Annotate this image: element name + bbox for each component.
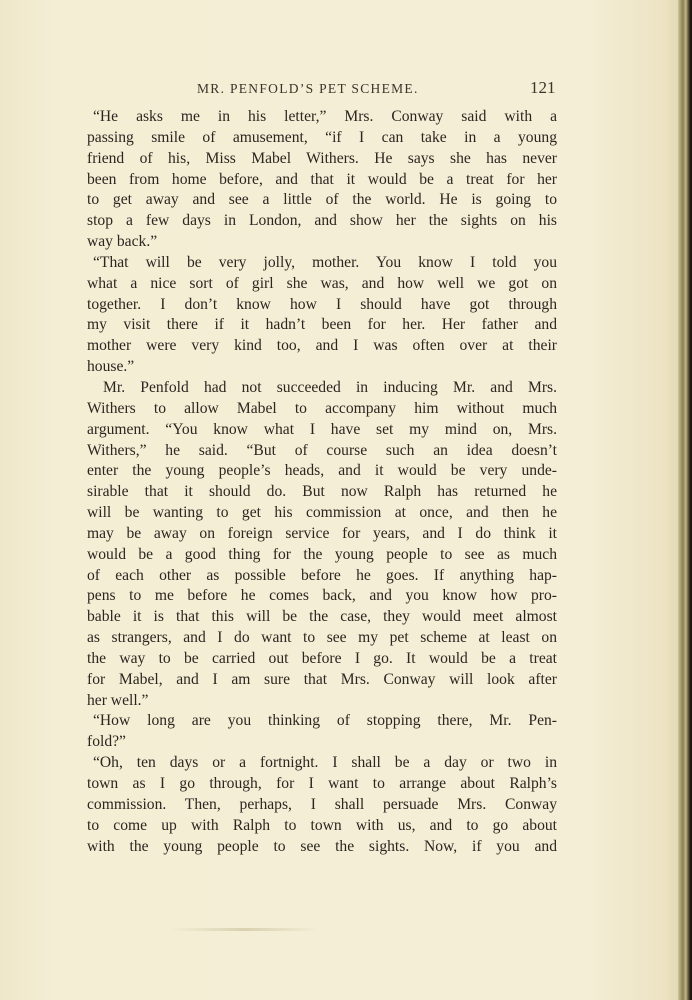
text-line: what a nice sort of girl she was, and how well we got on: [87, 274, 557, 292]
text-line: for Mabel, and I am sure that Mrs. Conway will look after: [87, 670, 557, 688]
text-line: as strangers, and I do want to see my pet scheme at least on: [87, 629, 557, 647]
page-edge: [678, 0, 692, 1000]
text-line: my visit there if it hadn’t been for her. Her father and: [87, 316, 557, 334]
text-line: will be wanting to get his commission at once, and then he: [87, 504, 557, 522]
page-number: 121: [530, 78, 556, 97]
text-line: together. I don’t know how I should have got through: [87, 295, 557, 313]
text-line: with the young people to see the sights. Now, if you and: [87, 837, 557, 855]
text-line: argument. “You know what I have set my mind on, Mrs.: [87, 420, 557, 438]
text-line: commission. Then, perhaps, I shall persuade Mrs. Conway: [87, 795, 557, 813]
text-line: passing smile of amusement, “if I can take in a young: [87, 128, 557, 146]
text-line: may be away on foreign service for years, and I do think it: [87, 524, 557, 542]
paper-smudge: [170, 928, 320, 931]
text-line: Withers to allow Mabel to accompany him without much: [87, 399, 557, 417]
text-line: her well.”: [87, 691, 149, 709]
text-line: friend of his, Miss Mabel Withers. He says she has never: [87, 149, 557, 167]
page-header: [0, 79, 692, 99]
text-line: of each other as possible before he goes. If anything hap-: [87, 566, 557, 584]
body-text: [87, 107, 557, 857]
text-line: enter the young people’s heads, and it would be very unde-: [87, 462, 557, 480]
text-line: to come up with Ralph to town with us, and to go about: [87, 816, 557, 834]
text-line: sirable that it should do. But now Ralph has returned he: [87, 483, 557, 501]
text-line: mother were very kind too, and I was often over at their: [87, 337, 557, 355]
text-line: pens to me before he comes back, and you know how pro-: [87, 587, 557, 605]
text-line: stop a few days in London, and show her the sights on his: [87, 212, 557, 230]
text-line: the way to be carried out before I go. It would be a treat: [87, 649, 557, 667]
text-line: Withers,” he said. “But of course such an idea doesn’t: [87, 441, 557, 459]
text-line: house.”: [87, 358, 135, 376]
running-head: MR. PENFOLD’S PET SCHEME.: [197, 81, 419, 96]
text-line: town as I go through, for I want to arrange about Ralph’s: [87, 775, 557, 792]
text-line: way back.”: [87, 233, 158, 251]
text-line: to get away and see a little of the world. He is going to: [87, 191, 557, 209]
text-line: “He asks me in his letter,” Mrs. Conway said with a: [93, 108, 557, 125]
text-line: “That will be very jolly, mother. You know I told you: [93, 253, 557, 271]
text-line: “How long are you thinking of stopping there, Mr. Pen-: [93, 712, 557, 730]
text-line: been from home before, and that it would be a treat for her: [87, 170, 557, 188]
text-line: would be a good thing for the young people to see as much: [87, 545, 557, 563]
text-line: “Oh, ten days or a fortnight. I shall be a day or two in: [93, 754, 557, 772]
text-line: bable it is that this will be the case, they would meet almost: [87, 608, 557, 626]
text-line: Mr. Penfold had not succeeded in inducing Mr. and Mrs.: [103, 378, 557, 396]
text-line: fold?”: [87, 733, 126, 751]
